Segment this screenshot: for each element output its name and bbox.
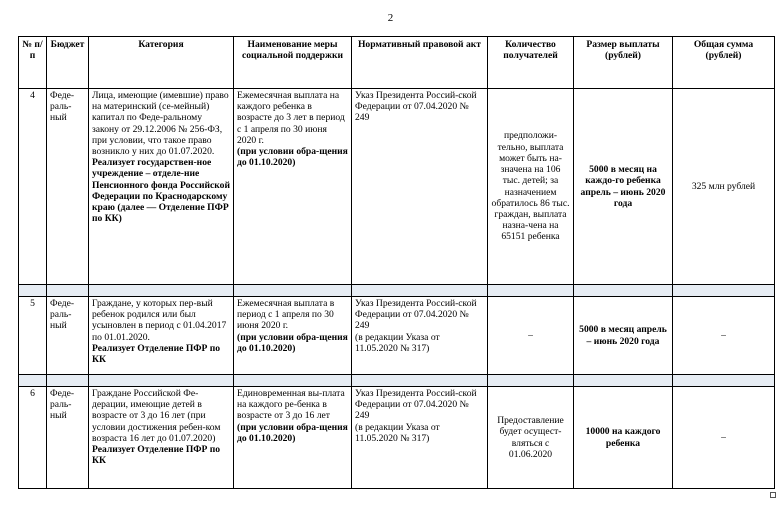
- header-amount: Размер выплаты (рублей): [574, 37, 673, 89]
- row-num: 4: [19, 89, 47, 285]
- category-text: Граждане, у которых пер-вый ребенок родился или был усыновлен в период с 01.04.2017 по 01.01.2020.: [92, 298, 227, 343]
- row-amount: 5000 в месяц апрель – июнь 2020 года: [574, 297, 673, 375]
- row-num: 5: [19, 297, 47, 375]
- category-text: Лица, имеющие (имевшие) право на материнский (се-мейный) капитал по Феде-ральному закону от 29.12.2006 № 256-ФЗ, при условии, что такое право возникло у них до 01.07.2020.: [92, 90, 229, 158]
- row-budget: Феде-раль-ный: [47, 297, 89, 375]
- header-measure: Наименование меры социальной поддержки: [234, 37, 352, 89]
- page-number: 2: [387, 12, 394, 24]
- row-measure: [234, 297, 352, 375]
- social-support-table: [18, 36, 775, 489]
- category-text: Граждане Российской Фе-дерации, имеющие детей в возрасте от 3 до 16 лет (при условии достижения ребен-ком возраста 16 лет до 01.07.2020): [92, 388, 221, 444]
- row-measure: [234, 387, 352, 489]
- row-amount: 5000 в месяц на каждо-го ребенка апрель – июнь 2020 года: [574, 89, 673, 285]
- row-act: [352, 387, 488, 489]
- row-budget: Феде-раль-ный: [47, 89, 89, 285]
- act-extra: (в редакции Указа от 11.05.2020 № 317): [355, 331, 440, 354]
- row-act: [352, 89, 488, 285]
- measure-condition: (при условии обра-щения до 01.10.2020): [237, 146, 348, 169]
- measure-text: Ежемесячная выплата на каждого ребенка в возрасте до 3 лет в период с 1 апреля по 30 июня 2020 г.: [237, 90, 345, 146]
- measure-text: Ежемесячная выплата в период с 1 апреля по 30 июня 2020 г.: [237, 298, 335, 332]
- header-recipients: Количество получателей: [488, 37, 574, 89]
- header-num: № п/п: [19, 37, 47, 89]
- row-num: 6: [19, 387, 47, 489]
- row-recipients: Предоставление будет осущест-вляться с 01.06.2020: [488, 387, 574, 489]
- category-implementer: Реализует Отделение ПФР по КК: [92, 342, 221, 366]
- category-implementer: Реализует Отделение ПФР по КК: [92, 444, 221, 467]
- act-extra: (в редакции Указа от 11.05.2020 № 317): [355, 421, 440, 444]
- measure-condition: (при условии обра-щения до 01.10.2020): [237, 331, 348, 354]
- row-recipients: предположи-тельно, выплата может быть на-значена на 106 тыс. детей; за назначением обратилось 86 тыс. граждан, выплата назна-чена на 65151 ребенка: [488, 89, 574, 285]
- row-category: [89, 89, 234, 285]
- measure-condition: (при условии обра-щения до 01.10.2020): [237, 421, 348, 444]
- header-category: Категория: [89, 37, 234, 89]
- category-implementer: Реализует государствен-ное учреждение – отделе-ние Пенсионного фонда Российской Федерации по Краснодарскому краю (далее — Отделение ПФР по КК): [92, 157, 230, 225]
- row-budget: Феде-раль-ный: [47, 387, 89, 489]
- row-category: [89, 297, 234, 375]
- row-total: –: [673, 387, 775, 489]
- row-total: 325 млн рублей: [673, 89, 775, 285]
- act-text: Указ Президента Россий-ской Федерации от 07.04.2020 № 249: [355, 90, 477, 124]
- row-amount: 10000 на каждого ребенка: [574, 387, 673, 489]
- row-separator: [19, 375, 775, 387]
- row-category: [89, 387, 234, 489]
- row-recipients: –: [488, 297, 574, 375]
- row-act: [352, 297, 488, 375]
- header-act: Нормативный правовой акт: [352, 37, 488, 89]
- table-row: [19, 89, 775, 285]
- header-budget: Бюджет: [47, 37, 89, 89]
- act-text: Указ Президента Россий-ской Федерации от 07.04.2020 № 249: [355, 298, 477, 332]
- table-row: [19, 297, 775, 375]
- table-header-row: [19, 37, 775, 89]
- measure-text: Единовременная вы-плата на каждого ре-бенка в возрасте от 3 до 16 лет: [237, 388, 345, 422]
- table-resize-handle[interactable]: [770, 492, 776, 498]
- act-text: Указ Президента Россий-ской Федерации от 07.04.2020 № 249: [355, 388, 477, 422]
- row-measure: [234, 89, 352, 285]
- header-total: Общая сумма (рублей): [673, 37, 775, 89]
- row-separator: [19, 285, 775, 297]
- table-row: [19, 387, 775, 489]
- row-total: –: [673, 297, 775, 375]
